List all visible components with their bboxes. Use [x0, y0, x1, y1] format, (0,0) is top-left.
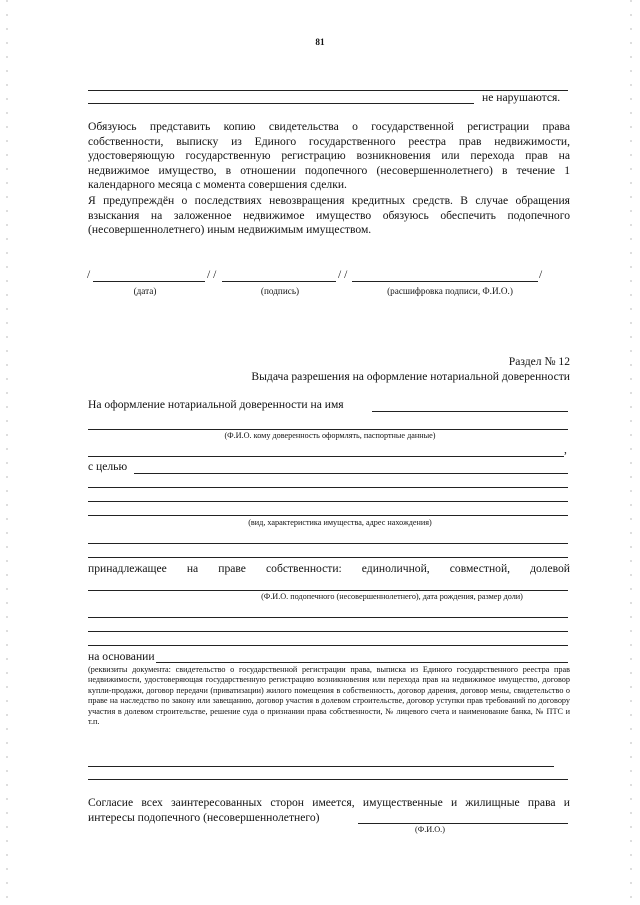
obligation-paragraph: Обязуюсь представить копию свидетельства о государственной регистрации права собственности, выписку из Единого государственного реестра прав недвижимости, удостоверяющую государственную регистрацию возникновения или перехода прав на недвижимое имущество, в отношении подопечного (несовершеннолетнего) в течение 1 календарного месяца с момента совершения сделки. — [88, 120, 570, 192]
fill-line — [88, 103, 474, 104]
slash-mark: / — [539, 268, 543, 281]
ownership-label: принадлежащее на праве собственности: единоличной, совместной, долевой — [88, 562, 570, 575]
not-violated-text: не нарушаются. — [482, 91, 561, 104]
fill-line — [88, 590, 568, 591]
decode-label: (расшифровка подписи, Ф.И.О.) — [387, 286, 513, 296]
slash-mark: / / — [338, 268, 348, 281]
fio-fill-line — [372, 411, 568, 412]
signature-label: (подпись) — [260, 286, 300, 296]
signature-line — [222, 281, 336, 282]
purpose-label: с целью — [88, 460, 128, 473]
fill-line — [88, 487, 568, 488]
final-fio-hint: (Ф.И.О.) — [415, 825, 445, 834]
consent-fio-line — [358, 823, 568, 824]
basis-fill-line — [156, 662, 568, 663]
power-of-attorney-label: На оформление нотариальной доверенности на имя — [88, 398, 344, 411]
section-title: Выдача разрешения на оформление нотариальной доверенности — [251, 370, 570, 383]
fill-line — [88, 501, 568, 502]
fio-hint: (Ф.И.О. кому доверенность оформлять, паспортные данные) — [224, 431, 436, 440]
warning-paragraph: Я предупреждён о последствиях невозвращения кредитных средств. В случае обращения взыскания на заложенное недвижимое имущество обязуюсь обеспечить подопечного (несовершеннолетнего) иным недвижимым имуществом. — [88, 194, 570, 237]
name-decode-line — [352, 281, 538, 282]
ward-hint: (Ф.И.О. подопечного (несовершеннолетнего), дата рождения, размер доли) — [261, 592, 523, 601]
comma: , — [564, 443, 567, 456]
property-hint: (вид, характеристика имущества, адрес нахождения) — [248, 518, 432, 527]
scan-margin-left — [6, 0, 8, 905]
page-number: 81 — [315, 37, 325, 47]
date-label: (дата) — [133, 286, 157, 296]
fill-line — [88, 515, 568, 516]
fill-line — [88, 766, 554, 767]
fill-line — [88, 543, 568, 544]
fill-line — [88, 779, 568, 780]
fill-line — [88, 456, 564, 457]
fill-line — [88, 557, 568, 558]
purpose-fill-line — [134, 473, 568, 474]
scan-margin-right — [630, 0, 632, 905]
fill-line — [88, 645, 568, 646]
slash-mark: / / — [207, 268, 217, 281]
consent-text: Согласие всех заинтересованных сторон имеется, имущественные и жилищные права и интересы подопечного (несовершеннолетнего) — [88, 796, 570, 824]
fill-line — [88, 429, 568, 430]
basis-label: на основании — [88, 650, 155, 663]
date-line — [93, 281, 205, 282]
fill-line — [88, 631, 568, 632]
slash-mark: / — [87, 268, 91, 281]
section-number: Раздел № 12 — [508, 355, 570, 368]
fill-line — [88, 617, 568, 618]
basis-hint: (реквизиты документа: свидетельство о государственной регистрации права, выписка из Единого государственного реестра прав недвижимости, удостоверяющая государственную регистрацию возникновения или перехода прав на недвижимое имущество, договор купли-продажи, договор передачи (приватизации) жилого помещения в собственность, договор дарения, договор мены, свидетельство о праве на наследство по закону или завещанию, договор участия в долевом строительстве, договор уступки прав требований по договору участия в долевом строительстве, решение суда о признании права собственности, № лицевого счета и наименование банка, № ПТС и т.п. — [88, 665, 570, 727]
